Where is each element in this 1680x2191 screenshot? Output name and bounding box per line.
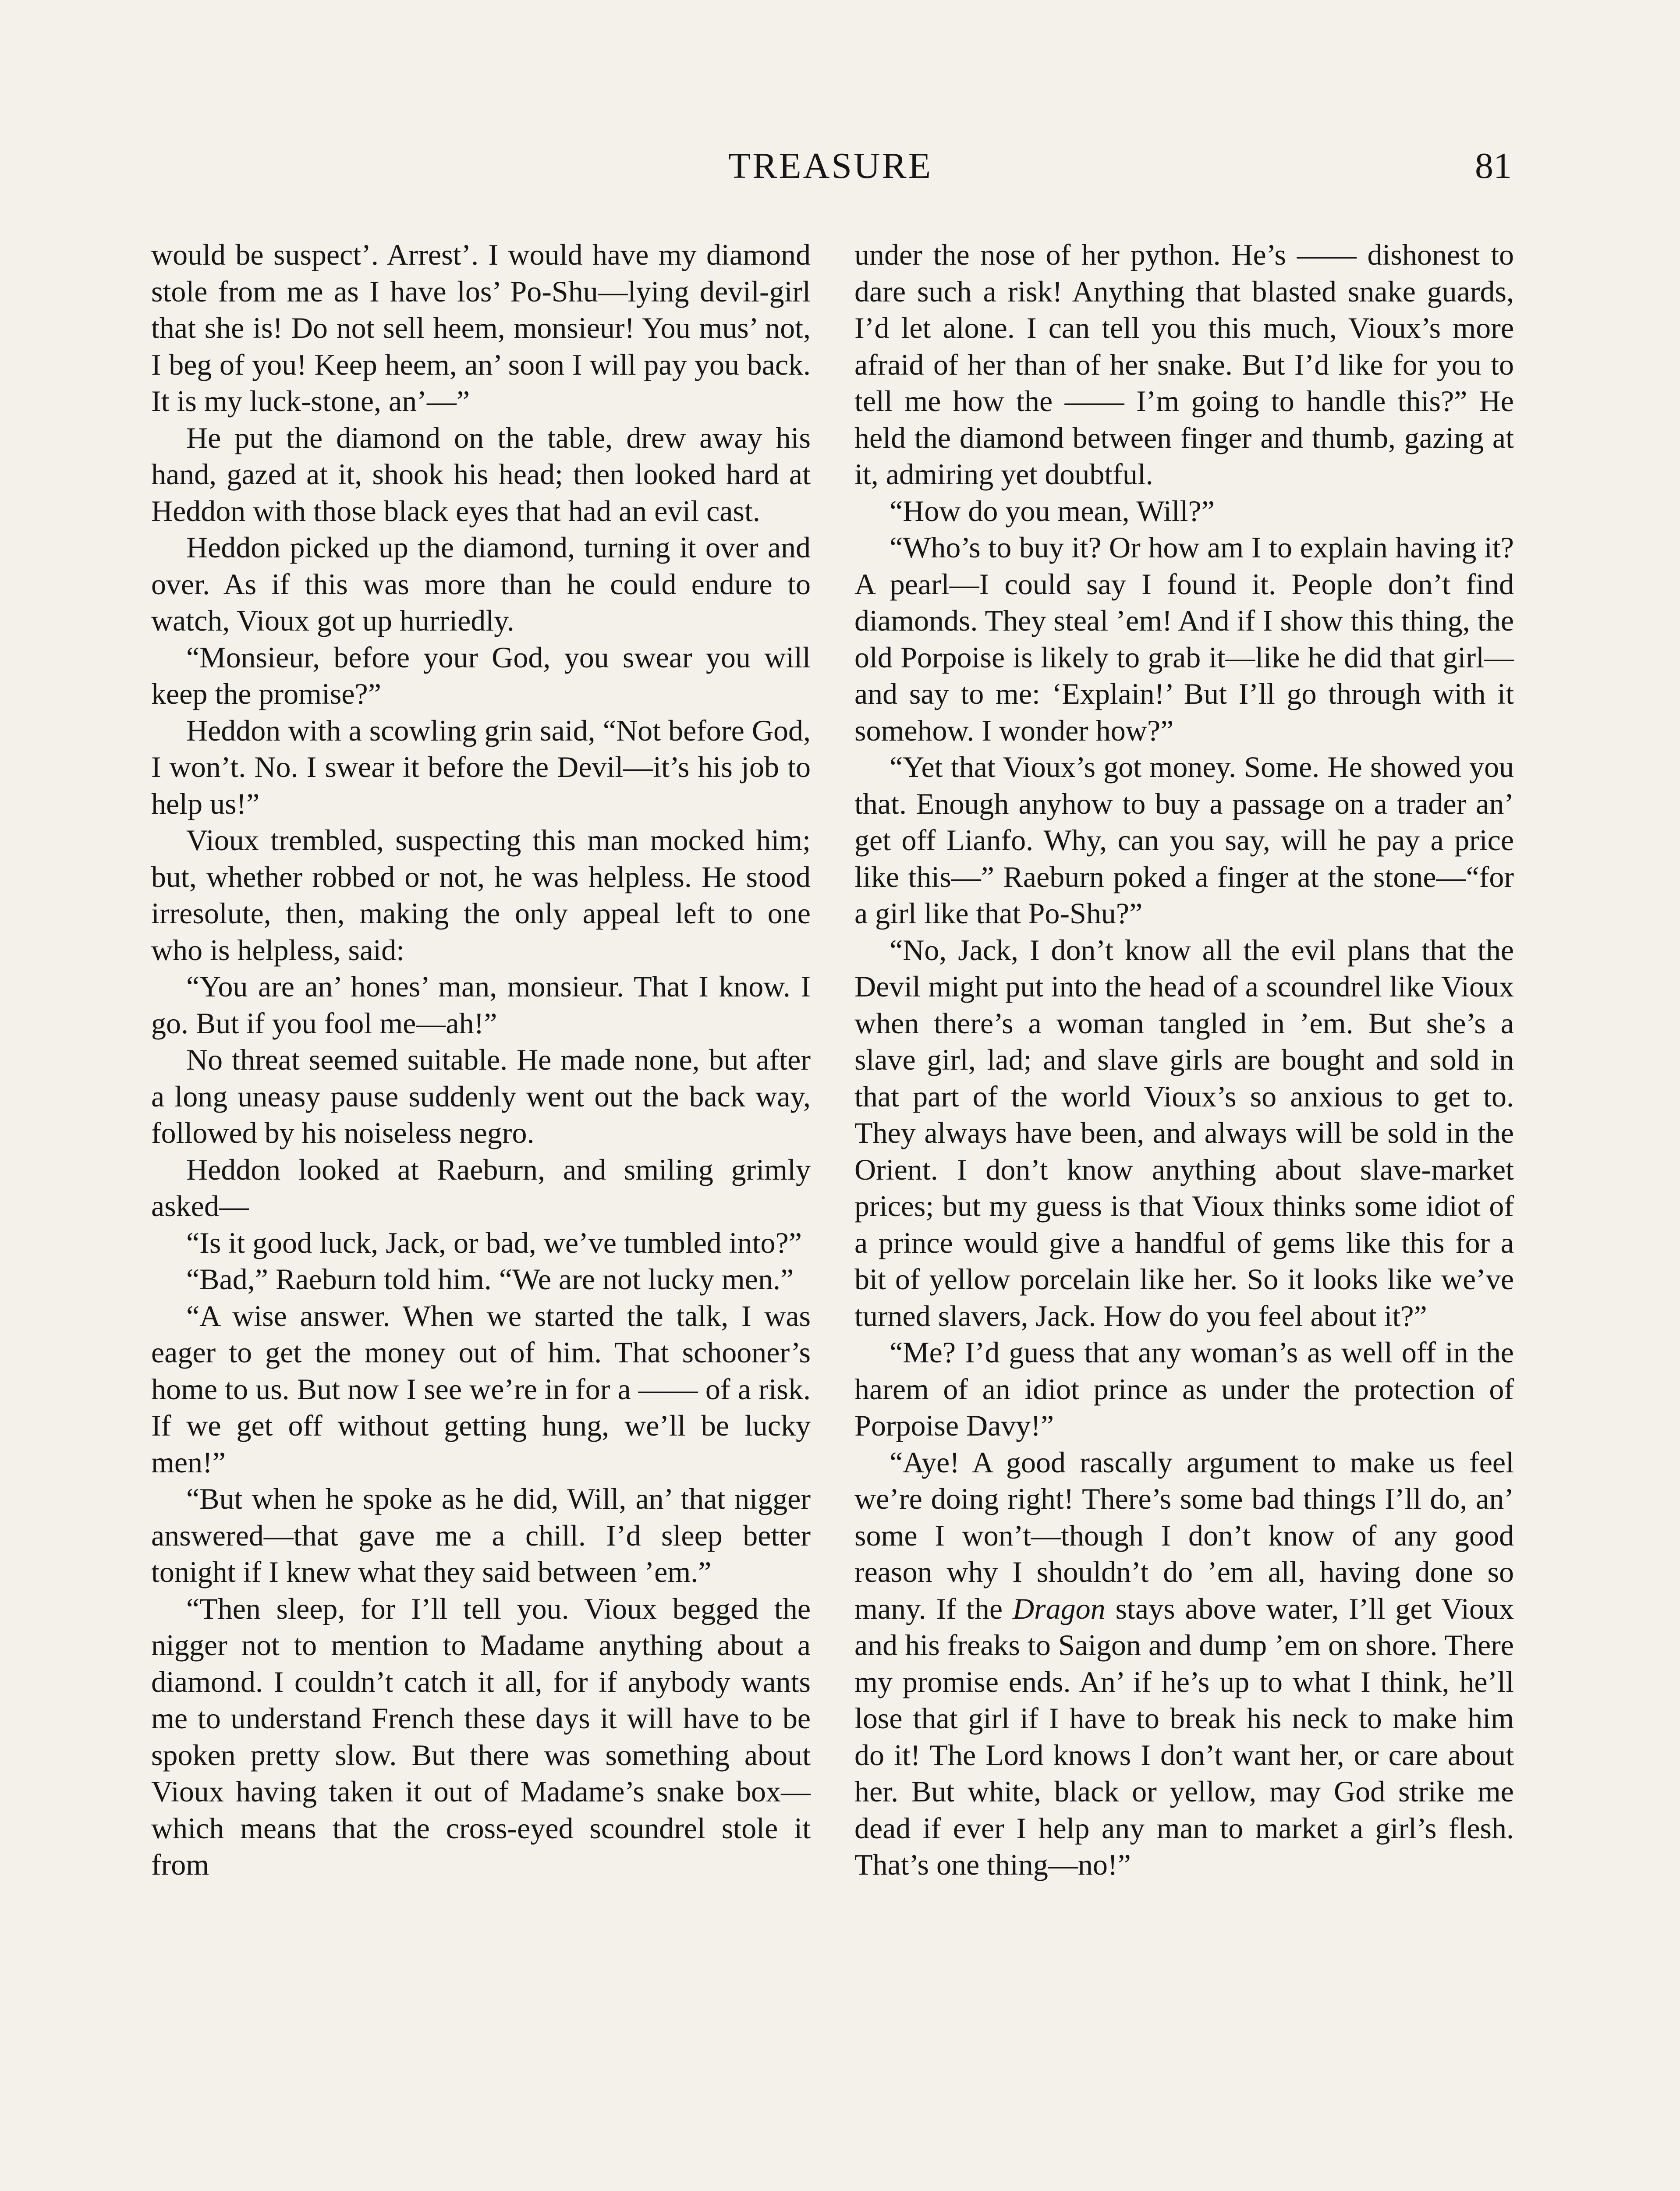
left-text-column <box>151 237 811 1883</box>
paragraph-text: would be suspect’. Arrest’. I would have my diamond stole from me as I have los’ Po-Shu—lying devil-girl that she is! Do not sell heem, monsieur! You mus’ not, I beg of you! Keep heem, an’ soon I will pay you back. It is my luck-stone, an’—” <box>151 238 811 418</box>
paragraph-text: “Is it good luck, Jack, or bad, we’ve tumbled into?” <box>186 1226 802 1259</box>
paragraph <box>854 932 1514 1335</box>
paragraph-text: “Aye! A good rascally argument to make us feel we’re doing right! There’s some bad things I’ll do, an’ some I won’t—though I don’t know of any good reason why I shouldn’t do ’em all, having done so many. If the <box>854 1445 1514 1625</box>
running-title: TREASURE <box>728 145 933 186</box>
paragraph <box>151 639 811 713</box>
paragraph <box>151 1298 811 1481</box>
paragraph <box>151 822 811 968</box>
paragraph-text: “Yet that Vioux’s got money. Some. He showed you that. Enough anyhow to buy a passage on a trader an’ get off Lianfo. Why, can you say, will he pay a price like this—” Raeburn poked a finger at the stone—“for a girl like that Po-Shu?” <box>854 750 1514 930</box>
paragraph <box>151 1152 811 1225</box>
running-head <box>149 145 1512 193</box>
right-text-column <box>854 237 1514 1883</box>
paragraph <box>151 420 811 530</box>
paragraph-text: “Bad,” Raeburn told him. “We are not lucky men.” <box>186 1262 794 1296</box>
ship-name: Dragon <box>1013 1592 1106 1625</box>
paragraph-text: stays above water, I’ll get Vioux and his freaks to Saigon and dump ’em on shore. There my promise ends. An’ if he’s up to what I think, he’ll lose that girl if I have to break his neck to make him do it! The Lord knows I don’t want her, or care about her. But white, black or yellow, may God strike me dead if ever I help any man to market a girl’s flesh. That’s one thing—no!” <box>854 1592 1514 1881</box>
paragraph-text: “Monsieur, before your God, you swear you will keep the promise?” <box>151 640 811 710</box>
paragraph-text: Vioux trembled, suspecting this man mocked him; but, whether robbed or not, he was helpless. He stood irresolute, then, making the only appeal left to one who is helpless, said: <box>151 823 811 967</box>
paragraph-text: “But when he spoke as he did, Will, an’ that nigger answered—that gave me a chill. I’d sleep better tonight if I knew what they said between ’em.” <box>151 1482 811 1588</box>
paragraph-text: “How do you mean, Will?” <box>890 494 1215 528</box>
paragraph <box>151 968 811 1042</box>
paragraph <box>151 1481 811 1591</box>
paragraph-text: “You are an’ hones’ man, monsieur. That I know. I go. But if you fool me—ah!” <box>151 970 811 1040</box>
paragraph-text: Heddon with a scowling grin said, “Not before God, I won’t. No. I swear it before the Devil—it’s his job to help us!” <box>151 713 811 820</box>
paragraph <box>854 493 1514 530</box>
paragraph <box>854 529 1514 749</box>
paragraph-text: “No, Jack, I don’t know all the evil plans that the Devil might put into the head of a scoundrel like Vioux when there’s a woman tangled in ’em. But she’s a slave girl, lad; and slave girls are bought and sold in that part of the world Vioux’s so anxious to get to. They always have been, and always will be sold in the Orient. I don’t know anything about slave-market prices; but my guess is that Vioux thinks some idiot of a prince would give a handful of gems like this for a bit of yellow porcelain like her. So it looks like we’ve turned slavers, Jack. How do you feel about it?” <box>854 933 1514 1333</box>
page-number: 81 <box>1475 145 1512 186</box>
paragraph-text: Heddon looked at Raeburn, and smiling grimly asked— <box>151 1152 811 1223</box>
paragraph-text: “Then sleep, for I’ll tell you. Vioux begged the nigger not to mention to Madame anything about a diamond. I couldn’t catch it all, for if anybody wants me to understand French these days it will have to be spoken pretty slow. But there was something about Vioux having taken it out of Madame’s snake box—which means that the cross-eyed scoundrel stole it from <box>151 1592 811 1881</box>
paragraph <box>151 237 811 420</box>
paragraph <box>151 1225 811 1262</box>
paragraph-text: Heddon picked up the diamond, turning it over and over. As if this was more than he could endure to watch, Vioux got up hurriedly. <box>151 531 811 637</box>
paragraph <box>151 529 811 639</box>
paragraph <box>854 1334 1514 1444</box>
paragraph <box>151 713 811 823</box>
paragraph-text: under the nose of her python. He’s —— dishonest to dare such a risk! Anything that blasted snake guards, I’d let alone. I can tell you this much, Vioux’s more afraid of her than of her snake. But I’d like for you to tell me how the —— I’m going to handle this?” He held the diamond between finger and thumb, gazing at it, admiring yet doubtful. <box>854 238 1514 491</box>
paragraph <box>854 749 1514 932</box>
paragraph <box>854 237 1514 493</box>
paragraph <box>151 1261 811 1298</box>
paragraph <box>151 1591 811 1883</box>
paragraph-text: No threat seemed suitable. He made none, but after a long uneasy pause suddenly went out the back way, followed by his noiseless negro. <box>151 1043 811 1149</box>
paragraph <box>854 1444 1514 1883</box>
paragraph-text: “Me? I’d guess that any woman’s as well off in the harem of an idiot prince as under the protection of Porpoise Davy!” <box>854 1336 1514 1442</box>
paragraph-text: “Who’s to buy it? Or how am I to explain having it? A pearl—I could say I found it. People don’t find diamonds. They steal ’em! And if I show this thing, the old Porpoise is likely to grab it—like he did that girl—and say to me: ‘Explain!’ But I’ll go through with it somehow. I wonder how?” <box>854 531 1514 747</box>
paragraph-text: He put the diamond on the table, drew away his hand, gazed at it, shook his head; then looked hard at Heddon with those black eyes that had an evil cast. <box>151 421 811 528</box>
paragraph <box>151 1042 811 1152</box>
paragraph-text: “A wise answer. When we started the talk, I was eager to get the money out of him. That schooner’s home to us. But now I see we’re in for a —— of a risk. If we get off without getting hung, we’ll be lucky men!” <box>151 1299 811 1479</box>
